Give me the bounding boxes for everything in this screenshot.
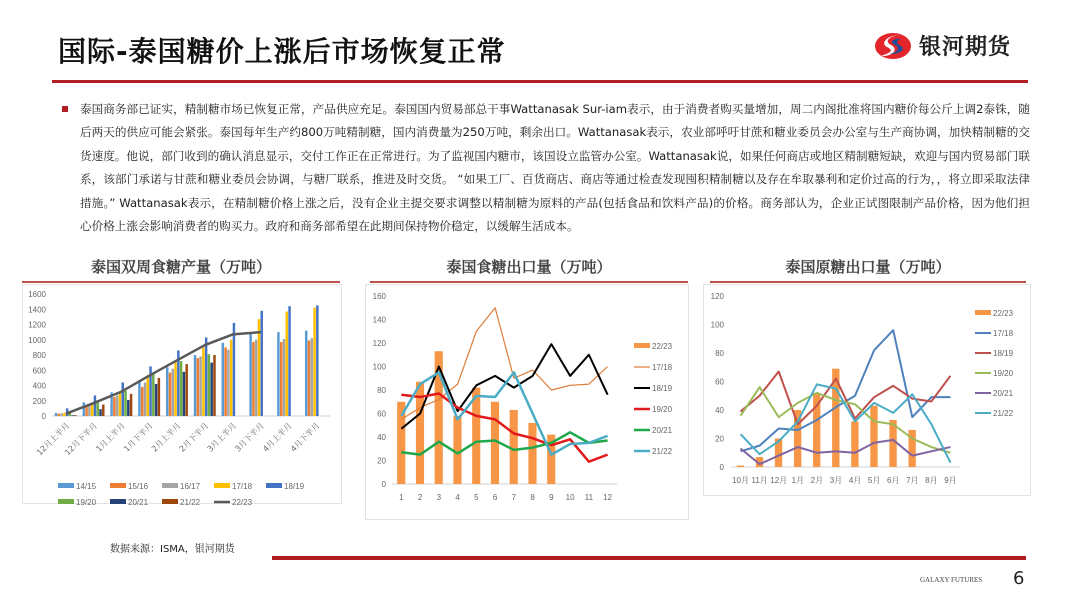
chart2-legend-label: 19/20: [652, 405, 673, 414]
chart1-bar-21-22: [185, 364, 187, 416]
chart1-y-tick: 1600: [28, 290, 46, 299]
chart3-legend-label: 17/18: [993, 329, 1014, 338]
chart1-y-tick: 200: [32, 396, 46, 406]
chart2-legend-label: 18/19: [652, 384, 673, 393]
chart1-x-tick: 3月上半月: [205, 421, 239, 454]
chart1-y-tick: 1400: [28, 305, 46, 315]
chart1-bar-15-16: [224, 347, 226, 416]
chart1-bar-14-15: [194, 355, 196, 416]
chart1-legend-swatch: [266, 483, 282, 488]
chart1-x-tick: 4月下半月: [288, 421, 322, 454]
chart1-y-tick: 600: [32, 366, 46, 376]
chart1-bar-15-16: [113, 397, 115, 416]
chart1-bar-14-15: [83, 402, 85, 416]
chart3-y-tick: 100: [710, 320, 724, 330]
chart1-bar-21-22: [102, 405, 104, 416]
chart1-bar-14-15: [277, 332, 279, 416]
chart1-legend-label: 15/16: [128, 482, 149, 491]
chart3-bar-22-23: [870, 406, 877, 467]
chart2-bar-22-23: [453, 416, 461, 484]
chart1-legend-swatch: [58, 499, 74, 504]
chart1-bar-15-16: [141, 387, 143, 416]
chart1-bar-20-21: [210, 363, 212, 416]
chart1-legend-label: 19/20: [76, 498, 97, 507]
chart2-x-tick: 3: [436, 493, 442, 502]
chart1-x-tick: 12月下半月: [62, 421, 100, 458]
chart1-y-tick: 1000: [28, 335, 46, 345]
chart1-bar-17-18: [174, 363, 176, 416]
chart3-legend-label: 19/20: [993, 369, 1014, 378]
chart1-legend-label: 16/17: [180, 482, 201, 491]
chart1-x-tick: 12月上半月: [35, 421, 72, 458]
chart1-bar-20-21: [127, 400, 129, 416]
chart2-legend-swatch: [634, 343, 650, 348]
chart1-bar-16-17: [283, 339, 285, 416]
chart3-bar-22-23: [851, 421, 858, 467]
chart2-x-tick: 8: [530, 493, 535, 502]
chart2-x-tick: 7: [511, 493, 517, 502]
chart2-x-tick: 12: [603, 493, 613, 502]
chart1-bar-20-21: [183, 372, 185, 416]
chart1-bar-21-22: [130, 394, 132, 416]
chart1-bar-20-21: [71, 415, 73, 416]
chart3-x-tick: 12月: [770, 476, 788, 485]
chart1-x-tick: 3月下半月: [233, 421, 266, 454]
chart1-bar-17-18: [119, 393, 121, 416]
chart1-y-tick: 1200: [28, 320, 46, 330]
chart1-bar-16-17: [172, 369, 174, 416]
chart2-y-tick: 60: [377, 409, 386, 419]
chart1-bar-14-15: [138, 380, 140, 416]
chart1-bar-17-18: [313, 308, 315, 416]
chart1-legend-label: 18/19: [284, 482, 305, 491]
chart1-x-tick: 1月下半月: [122, 421, 155, 454]
chart1-bar-17-18: [230, 340, 232, 416]
chart1-bar-15-16: [169, 373, 171, 416]
chart1-bar-17-18: [63, 413, 65, 416]
chart2-legend-label: 20/21: [652, 426, 673, 435]
chart1-legend-swatch: [110, 483, 126, 488]
chart1-bar-18-19: [233, 323, 235, 416]
chart1-bar-18-19: [316, 305, 318, 416]
chart3-x-tick: 5月: [867, 476, 881, 485]
chart2-y-tick: 80: [377, 386, 386, 395]
chart3-x-tick: 1月: [791, 476, 805, 485]
chart1-bar-19-20: [180, 361, 182, 416]
chart1-bar-16-17: [227, 350, 229, 416]
chart3-x-tick: 10月: [732, 476, 749, 485]
chart2-x-tick: 2: [417, 493, 423, 502]
chart2-y-tick: 40: [377, 433, 386, 442]
chart3-line-21-22: [741, 384, 951, 462]
chart1-bar-17-18: [286, 312, 288, 416]
chart1-bar-20-21: [155, 384, 157, 416]
chart2-line-17-18: [401, 308, 607, 420]
chart1-legend-label: 17/18: [232, 482, 253, 491]
chart2-y-tick: 0: [381, 480, 386, 489]
chart2-line-19-20: [401, 394, 607, 462]
chart1-bar-19-20: [152, 373, 154, 416]
chart2-x-tick: 9: [549, 493, 554, 502]
chart1-bar-16-17: [116, 395, 118, 416]
chart1-bar-18-19: [261, 311, 263, 416]
chart1-legend-swatch: [110, 499, 126, 504]
chart1-bar-19-20: [124, 391, 126, 416]
chart2-y-tick: 20: [377, 456, 386, 466]
chart1-legend-label: 20/21: [128, 498, 149, 507]
chart3-x-tick: 11月: [751, 476, 768, 485]
chart1-bar-19-20: [208, 354, 210, 416]
chart2-x-tick: 11: [584, 493, 594, 502]
chart3-legend-swatch: [975, 310, 991, 315]
chart1-bar-21-22: [213, 355, 215, 416]
chart1-bar-21-22: [158, 378, 160, 416]
chart1-bar-17-18: [202, 347, 204, 416]
chart1-legend-label: 22/23: [232, 498, 253, 507]
chart2-bar-22-23: [528, 423, 536, 484]
chart3-title: 泰国原糖出口量（万吨）: [785, 258, 951, 276]
chart1-x-tick: 2月上半月: [149, 421, 183, 454]
chart1-x-tick: 1月上半月: [94, 421, 127, 454]
chart1-bar-16-17: [144, 382, 146, 416]
chart3-x-tick: 3月: [829, 476, 843, 485]
data-source: 数据来源：ISMA，银河期货: [110, 544, 235, 555]
chart1-bar-15-16: [85, 406, 87, 416]
chart1-bar-20-21: [99, 409, 101, 416]
chart3-y-tick: 40: [715, 406, 724, 415]
chart2-y-tick: 120: [372, 339, 386, 348]
chart1-x-tick: 4月上半月: [261, 421, 294, 454]
chart2-x-tick: 5: [474, 493, 479, 502]
chart1-bar-17-18: [258, 319, 260, 416]
chart1-y-tick: 800: [32, 351, 46, 360]
chart2-x-tick: 6: [492, 493, 498, 502]
chart2-bar-22-23: [472, 388, 480, 484]
footer-brand: GALAXY FUTURES: [920, 576, 983, 584]
chart1-bar-14-15: [55, 413, 57, 416]
chart1-bar-18-19: [122, 382, 124, 416]
chart1-y-tick: 400: [32, 381, 46, 391]
chart3-line-17-18: [741, 330, 951, 451]
chart3-y-tick: 60: [715, 377, 724, 387]
chart1-bar-16-17: [199, 357, 201, 416]
chart1-title: 泰国双周食糖产量（万吨）: [90, 258, 271, 276]
chart2-y-tick: 160: [372, 292, 386, 301]
footer-divider: [272, 556, 1026, 560]
chart3-line-20-21: [741, 440, 951, 464]
chart1-legend-swatch: [162, 499, 178, 504]
chart1-bar-18-19: [205, 337, 207, 416]
chart1-x-tick: 2月下半月: [177, 421, 211, 454]
chart1-bar-14-15: [249, 334, 251, 416]
chart3-x-tick: 2月: [810, 476, 824, 485]
chart2-x-tick: 1: [399, 493, 404, 502]
chart3-x-tick: 6月: [886, 476, 900, 485]
logo-text: 银河期货: [919, 35, 1012, 60]
chart2-legend-label: 21/22: [652, 447, 673, 456]
chart1-bar-14-15: [305, 331, 307, 416]
chart1-bar-15-16: [280, 342, 282, 416]
page-number: 6: [1013, 568, 1025, 589]
chart2-x-tick: 4: [455, 493, 460, 502]
chart1-bar-15-16: [58, 414, 60, 416]
chart3-y-tick: 0: [719, 463, 724, 472]
chart1-bar-18-19: [288, 306, 290, 416]
chart1-bar-15-16: [252, 342, 254, 416]
chart1-bar-18-19: [94, 395, 96, 416]
chart1-legend-swatch: [58, 483, 74, 488]
chart1-legend-swatch: [162, 483, 178, 488]
chart2-bar-22-23: [510, 410, 518, 484]
chart1-bar-17-18: [147, 377, 149, 416]
chart3-y-tick: 120: [710, 292, 724, 301]
chart3-legend-label: 21/22: [993, 409, 1014, 418]
chart3-x-tick: 9月: [944, 476, 957, 485]
chart1-bar-15-16: [308, 341, 310, 416]
chart2-legend-label: 22/23: [652, 342, 673, 351]
chart2-x-tick: 10: [565, 493, 575, 502]
chart1-bar-14-15: [222, 343, 224, 416]
chart1-bar-16-17: [60, 413, 62, 416]
chart2-y-tick: 100: [372, 362, 386, 372]
chart1-legend-swatch: [214, 483, 230, 488]
chart1-y-tick: 0: [41, 412, 46, 421]
chart3-x-tick: 8月: [925, 476, 938, 485]
page-title: 国际-泰国糖价上涨后市场恢复正常: [58, 35, 506, 68]
chart1-legend-label: 21/22: [180, 498, 201, 507]
body-paragraph: 泰国商务部已证实，精制糖市场已恢复正常，产品供应充足。泰国国内贸易部总干事Wattanasak Sur-iam表示，由于消费者购买量增加，周二内阁批准将国内糖价每公斤上调2泰铢，随后两天的供应可能会紧张。泰国每年生产约800万吨精制糖，国内消费量为250万吨，剩余出口。Wattanasak表示，农业部呼吁甘蔗和糖业委员会办公室与生产商协调，加快精制糖的交货速度。他说，部门收到的确认消息显示，交付工作正在正常进行。为了监视国内糖市，该国设立监管办公室。Wattanasak说，如果任何商店或地区精制糖短缺，欢迎与国内贸易部门联系，该部门承诺与甘蔗和糖业委员会协调，与糖厂联系，推进及时交货。 “如果工厂、百货商店、商店等通过检查发现囤积精制糖以及存在牟取暴利和定价过高的行为，，将立即采取法律措施。” Wattanasak表示，在精制糖价格上涨之后，没有企业主提交要求调整以精制糖为原料的产品(包括食品和饮料产品)的价格。商务部认为，企业正试图限制产品价格，因为他们担心价格上涨会影响消费者的购买力。政府和商务部希望在此期间保持物价稳定，以缓解生活成本。: [80, 102, 1030, 234]
chart1-bar-14-15: [166, 367, 168, 416]
chart3-y-tick: 80: [715, 349, 724, 358]
chart1-bar-16-17: [255, 340, 257, 416]
chart3-line-18-19: [741, 372, 951, 425]
chart3-x-tick: 7月: [906, 476, 919, 485]
chart2-legend-label: 17/18: [652, 363, 673, 372]
chart2-title: 泰国食糖出口量（万吨）: [446, 258, 612, 276]
chart1-legend-label: 14/15: [76, 482, 97, 491]
chart3-y-tick: 20: [715, 434, 724, 444]
chart3-legend-label: 20/21: [993, 389, 1014, 398]
chart3-x-tick: 4月: [848, 476, 862, 485]
chart2-y-tick: 140: [372, 315, 386, 325]
chart1-bar-21-22: [74, 415, 76, 416]
chart3-bar-22-23: [737, 466, 744, 467]
chart1-bar-16-17: [311, 338, 313, 416]
chart1-bar-15-16: [197, 358, 199, 416]
chart3-legend-label: 18/19: [993, 349, 1014, 358]
chart3-legend-label: 22/23: [993, 309, 1014, 318]
